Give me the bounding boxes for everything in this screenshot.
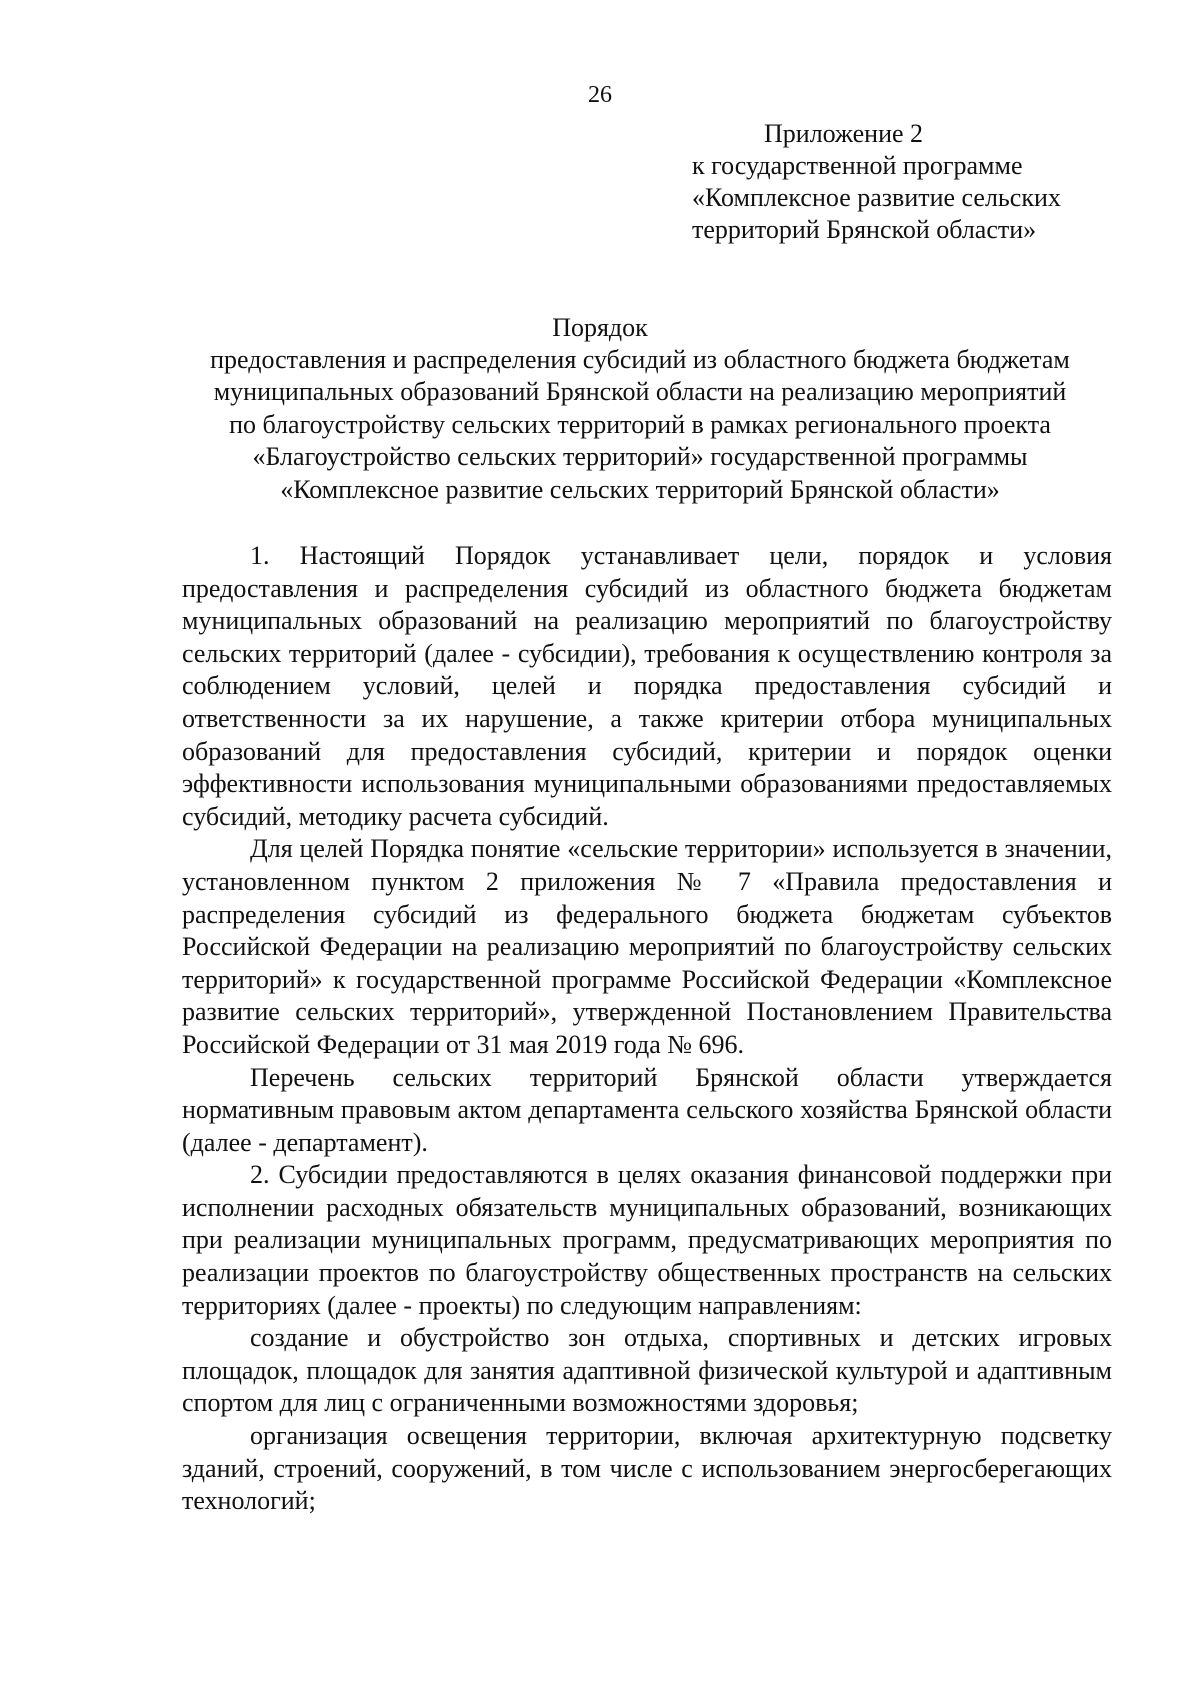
paragraph-direction-recreation: создание и обустройство зон отдыха, спортивных и детских игровых площадок, площадок для занятия адаптивной физической культурой и адаптивным спортом для лиц с ограниченными возможностями здоровья; — [182, 1323, 1112, 1418]
subtitle-line: по благоустройству сельских территорий в рамках регионального проекта — [229, 409, 1051, 439]
paragraph-purpose: 1. Настоящий Порядок устанавливает цели, порядок и условия предоставления и распределения субсидий из областного бюджета бюджетам муниципальных образований на реализацию мероприятий по благоустройству сельских территорий (далее - субсидии), требования к осуществлению контроля за соблюдением условий, целей и порядка предоставления субсидий и ответственности за их нарушение, а также критерии отбора муниципальных образований для предоставления субсидий, критерии и порядок оценки эффективности использования муниципальными образованиями предоставляемых субсидий, методику расчета субсидий. — [182, 541, 1112, 831]
subtitle-line: «Благоустройство сельских территорий» государственной программы — [252, 442, 1028, 472]
appendix-line: «Комплексное развитие сельских — [692, 183, 1061, 212]
appendix-line: территорий Брянской области» — [692, 215, 1037, 244]
paragraph-subsidy-goals: 2. Субсидии предоставляются в целях оказания финансовой поддержки при исполнении расходных обязательств муниципальных образований, возникающих при реализации муниципальных программ, предусматривающих мероприятия по реализации проектов по благоустройству общественных пространств на сельских территориях (далее - проекты) по следующим направлениям: — [182, 1160, 1112, 1320]
appendix-line: к государственной программе — [692, 151, 1023, 180]
paragraph-rural-definition: Для целей Порядка понятие «сельские территории» используется в значении, установленном пунктом 2 приложения № 7 «Правила предоставления и распределения субсидий из федерального бюджета бюджетам субъектов Российской Федерации на реализацию мероприятий по благоустройству сельских территорий» к государственной программе Российской Федерации «Комплексное развитие сельских территорий», утвержденной Постановлением Правительства Российской Федерации от 31 мая 2019 года № 696. — [182, 834, 1112, 1059]
subtitle-line: предоставления и распределения субсидий из областного бюджета бюджетам — [210, 345, 1070, 374]
document-subtitle — [170, 344, 1110, 506]
document-title: Порядок — [552, 313, 648, 342]
subtitle-line: муниципальных образований Брянской области на реализацию мероприятий — [213, 377, 1067, 407]
appendix-line: Приложение 2 — [764, 119, 924, 148]
document-body — [182, 540, 1112, 1518]
subtitle-line: «Комплексное развитие сельских территорий Брянской области» — [280, 474, 1000, 504]
appendix-header — [692, 118, 1132, 246]
paragraph-direction-lighting: организация освещения территории, включая архитектурную подсветку зданий, строений, сооружений, в том числе с использованием энергосберегающих технологий; — [182, 1421, 1112, 1516]
paragraph-territory-list: Перечень сельских территорий Брянской области утверждается нормативным правовым актом департамента сельского хозяйства Брянской области (далее - департамент). — [182, 1062, 1112, 1157]
page-number: 26 — [588, 82, 612, 108]
